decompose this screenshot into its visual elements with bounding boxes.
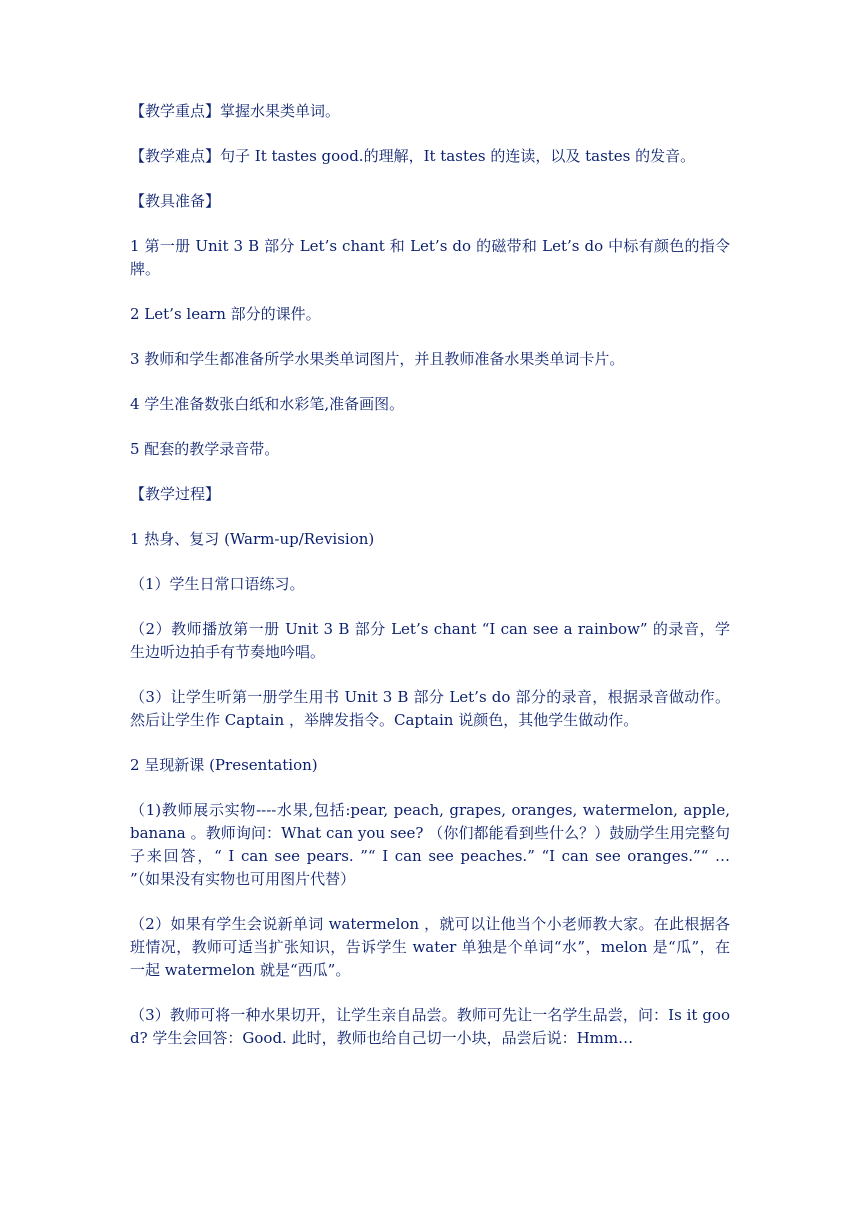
list-item-aid-2: 2 Let’s learn 部分的课件。	[130, 305, 321, 323]
list-item-aid-1: 1 第一册 Unit 3 B 部分 Let’s chant 和 Let’s do 的磁带和 Let’s do 中标有颜色的指令牌。	[130, 237, 730, 278]
step-warm-up-1: （1）学生日常口语练习。	[130, 575, 305, 593]
paragraph-difficult-points: 【教学难点】句子 It tastes good.的理解，It tastes 的连读，以及 tastes 的发音。	[130, 147, 696, 165]
list-item-aid-4: 4 学生准备数张白纸和水彩笔,准备画图。	[130, 395, 405, 413]
list-item-aid-5: 5 配套的教学录音带。	[130, 440, 280, 458]
heading-teaching-process: 【教学过程】	[130, 485, 221, 503]
document-page	[130, 100, 735, 1072]
paragraph-key-points: 【教学重点】掌握水果类单词。	[130, 102, 341, 120]
section-warm-up: 1 热身、复习 (Warm-up/Revision)	[130, 530, 375, 548]
step-warm-up-3: （3）让学生听第一册学生用书 Unit 3 B 部分 Let’s do 部分的录音，根据录音做动作。然后让学生作 Captain ，举牌发指令。Captain 说颜色，其他学生做动作。	[130, 688, 730, 729]
heading-teaching-aids: 【教具准备】	[130, 192, 221, 210]
step-presentation-3: （3）教师可将一种水果切开，让学生亲自品尝。教师可先让一名学生品尝，问：Is it good? 学生会回答：Good. 此时，教师也给自己切一小块，品尝后说：Hmm…	[130, 1006, 730, 1047]
step-presentation-1: （1)教师展示实物----水果,包括:pear, peach, grapes, oranges, watermelon, apple, banana 。教师询问：What can you see? （你们都能看到些什么？）鼓励学生用完整句子来回答，“ I can see pears. ”“ I can see peaches.” “I can see oranges.”“ … ”（如果没有实物也可用图片代替）	[130, 801, 735, 888]
list-item-aid-3: 3 教师和学生都准备所学水果类单词图片，并且教师准备水果类单词卡片。	[130, 350, 625, 368]
section-presentation: 2 呈现新课 (Presentation)	[130, 756, 318, 774]
step-presentation-2: （2）如果有学生会说新单词 watermelon ，就可以让他当个小老师教大家。在此根据各班情况，教师可适当扩张知识，告诉学生 water 单独是个单词“水”，melon 是“瓜”，在一起 watermelon 就是“西瓜”。	[130, 915, 730, 979]
step-warm-up-2: （2）教师播放第一册 Unit 3 B 部分 Let’s chant “I can see a rainbow” 的录音，学生边听边拍手有节奏地吟唱。	[130, 620, 730, 661]
